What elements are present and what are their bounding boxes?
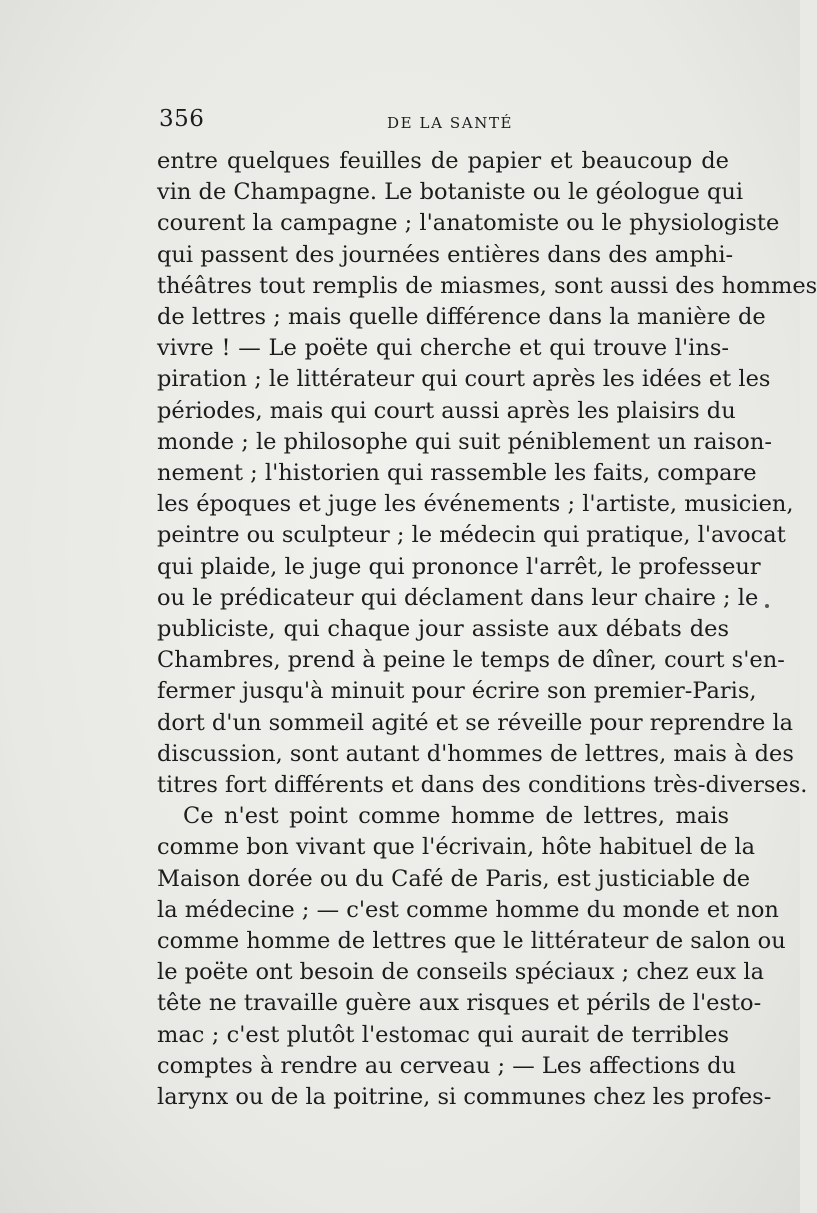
text-line: comme bon vivant que l'écrivain, hôte habituel de la [157, 834, 756, 861]
body-text [157, 146, 817, 1113]
text-line: de lettres ; mais quelle différence dans la manière de [157, 304, 766, 331]
text-line: vivre ! — Le poëte qui cherche et qui trouve l'ins- [157, 335, 729, 362]
page-number: 356 [159, 106, 205, 132]
text-line: mac ; c'est plutôt l'estomac qui aurait de terribles [157, 1021, 729, 1048]
text-line: monde ; le philosophe qui suit péniblement un raison- [157, 428, 772, 455]
text-line: nement ; l'historien qui rassemble les faits, compare [157, 460, 757, 487]
text-line: la médecine ; — c'est comme homme du monde et non [157, 896, 779, 923]
text-line: ou le prédicateur qui déclament dans leur chaire ; le [157, 584, 759, 611]
text-line: entre quelques feuilles de papier et beaucoup de [157, 148, 729, 174]
text-line: Chambres, prend à peine le temps de dîner, court s'en- [157, 647, 785, 674]
running-title: DE LA SANTÉ [387, 114, 514, 132]
text-line: les époques et juge les événements ; l'artiste, musicien, [157, 491, 794, 518]
text-line: le poëte ont besoin de conseils spéciaux ; chez eux la [157, 959, 764, 986]
text-line: titres fort différents et dans des conditions très-diverses. [157, 772, 808, 799]
text-line: peintre ou sculpteur ; le médecin qui pratique, l'avocat [157, 522, 786, 549]
text-line: publiciste, qui chaque jour assiste aux débats des [157, 616, 729, 643]
text-line: qui plaide, le juge qui prononce l'arrêt, le professeur [157, 553, 761, 580]
page-header [157, 100, 729, 136]
text-line: Ce n'est point comme homme de lettres, mais [183, 803, 729, 830]
text-line: tête ne travaille guère aux risques et périls de l'esto- [157, 990, 762, 1017]
text-line: qui passent des journées entières dans des amphi- [157, 241, 734, 268]
text-line: larynx ou de la poitrine, si communes chez les profes- [157, 1084, 772, 1111]
text-line: discussion, sont autant d'hommes de lettres, mais à des [157, 740, 794, 767]
text-line: comptes à rendre au cerveau ; — Les affections du [157, 1052, 737, 1079]
text-line: vin de Champagne. Le botaniste ou le géologue qui [157, 179, 744, 206]
text-line: Maison dorée ou du Café de Paris, est justiciable de [157, 865, 751, 892]
text-line: dort d'un sommeil agité et se réveille pour reprendre la [157, 709, 794, 736]
text-line: comme homme de lettres que le littérateur de salon ou [157, 928, 786, 955]
margin-speck [765, 604, 769, 608]
text-line: courent la campagne ; l'anatomiste ou le physiologiste [157, 210, 780, 237]
text-line: fermer jusqu'à minuit pour écrire son premier-Paris, [157, 678, 757, 705]
text-line: périodes, mais qui court aussi après les plaisirs du [157, 397, 736, 424]
text-line: piration ; le littérateur qui court après les idées et les [157, 366, 771, 393]
text-line: théâtres tout remplis de miasmes, sont aussi des hommes [157, 272, 817, 299]
